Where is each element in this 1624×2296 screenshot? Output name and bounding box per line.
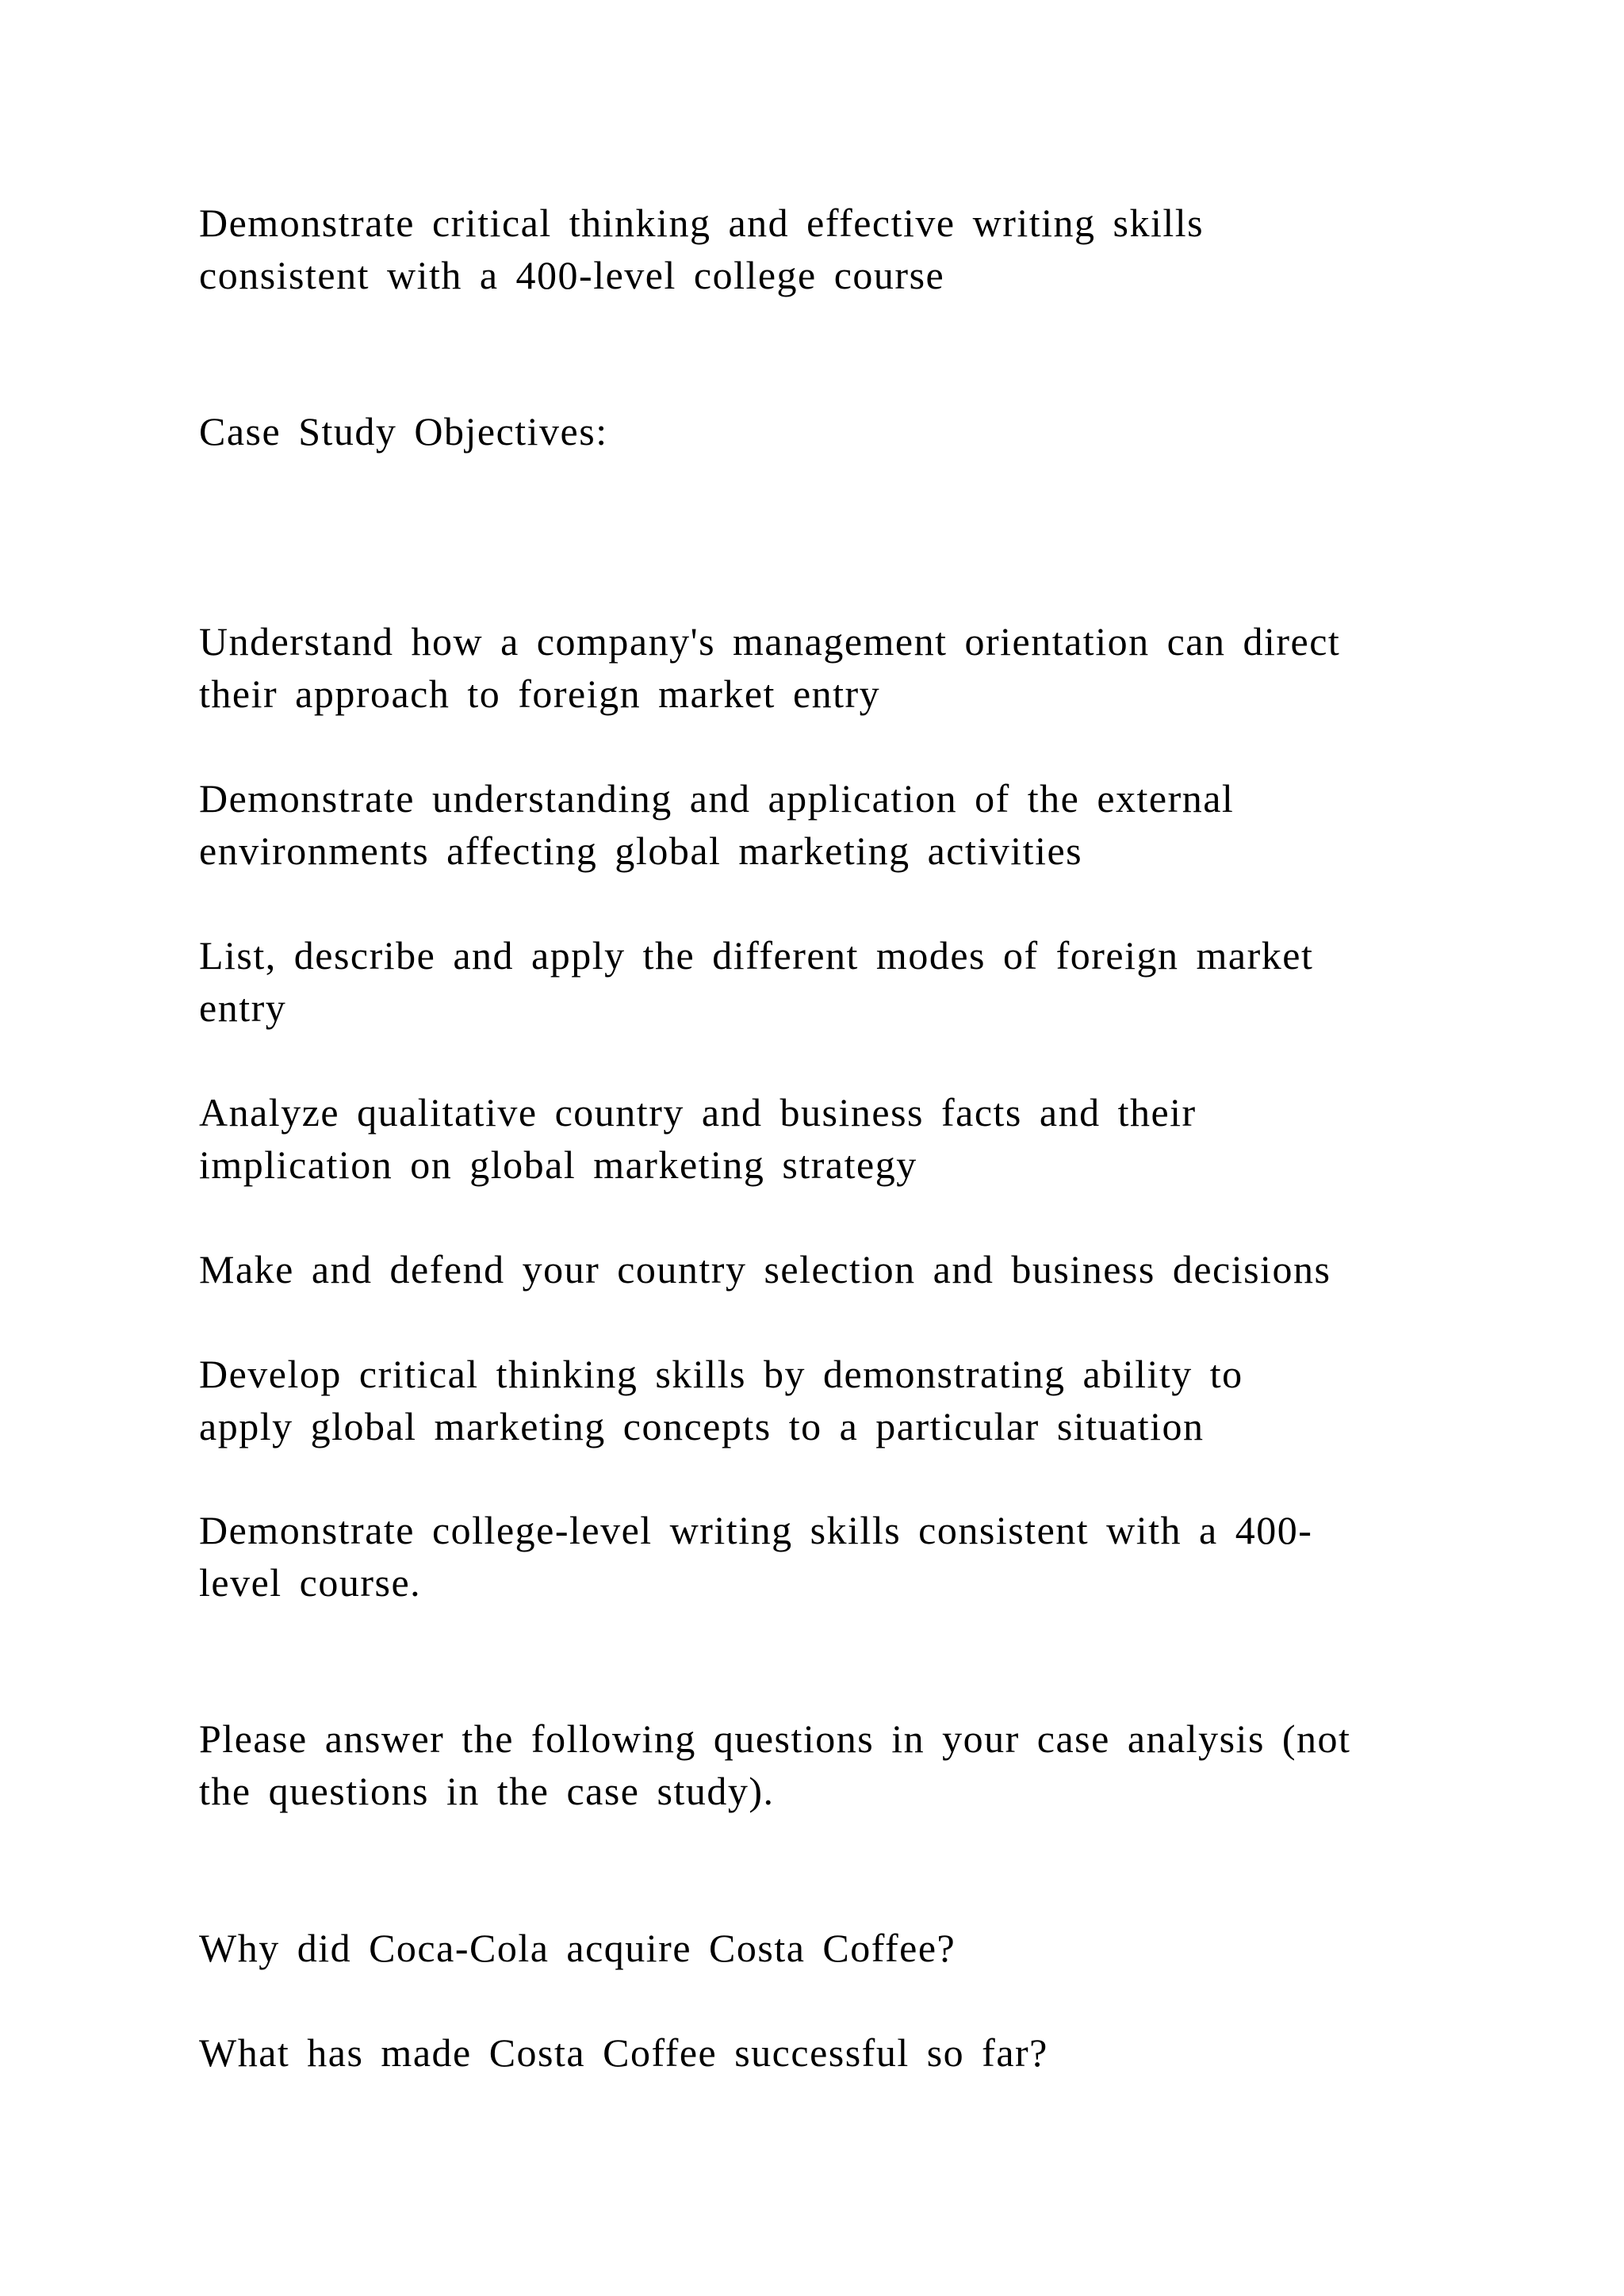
objective-item	[199, 1243, 1436, 1295]
objective-item	[199, 1348, 1436, 1452]
section-heading	[199, 405, 1436, 457]
objective-item	[199, 615, 1436, 720]
question-text: What has made Costa Coffee successful so far?	[199, 2030, 1048, 2075]
question-item	[199, 1922, 1436, 1974]
text-line: environments affecting global marketing activities	[199, 828, 1083, 873]
text-line: Please answer the following questions in your case analysis (not	[199, 1716, 1351, 1761]
text-line: Analyze qualitative country and business facts and their	[199, 1090, 1197, 1135]
instructions-paragraph	[199, 1712, 1436, 1817]
text-line: their approach to foreign market entry	[199, 672, 881, 716]
objective-item	[199, 772, 1436, 877]
text-line: entry	[199, 985, 287, 1030]
text-line: Demonstrate critical thinking and effective writing skills	[199, 201, 1205, 245]
text-line: consistent with a 400-level college course	[199, 253, 945, 297]
text-line: Demonstrate college-level writing skills consistent with a 400-	[199, 1508, 1313, 1552]
text-line: the questions in the case study).	[199, 1769, 775, 1813]
text-line: apply global marketing concepts to a particular situation	[199, 1404, 1205, 1448]
text-line: level course.	[199, 1560, 422, 1605]
question-text: Why did Coca-Cola acquire Costa Coffee?	[199, 1926, 956, 1970]
objective-item	[199, 929, 1436, 1034]
text-line: Develop critical thinking skills by demonstrating ability to	[199, 1352, 1243, 1396]
text-line: Demonstrate understanding and application of the external	[199, 776, 1235, 821]
text-line: implication on global marketing strategy	[199, 1142, 917, 1187]
heading-text: Case Study Objectives:	[199, 409, 608, 453]
text-line: Make and defend your country selection and business decisions	[199, 1247, 1331, 1292]
question-item	[199, 2026, 1436, 2079]
intro-paragraph	[199, 197, 1436, 301]
objective-item	[199, 1086, 1436, 1191]
text-line: List, describe and apply the different modes of foreign market	[199, 933, 1314, 978]
text-line: Understand how a company's management orientation can direct	[199, 619, 1341, 664]
objective-item	[199, 1504, 1436, 1609]
